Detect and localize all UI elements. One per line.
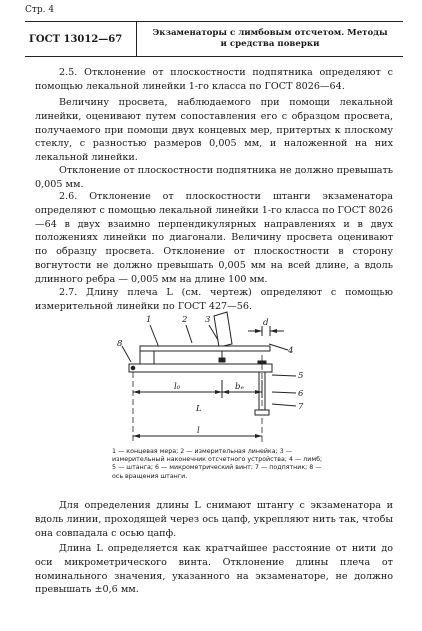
paragraph-2-7: 2.7. Длину плеча L (см. чертеж) определяют с помощью измерительной линейки по ГОСТ 427—56. bbox=[35, 287, 393, 312]
figure-caption: 1 — концевая мера; 2 — измерительная линейка; 3 — измерительный наконечник отсчетного устройства; 4 — лимб; 5 — штанга; 6 — микрометрический винт; 7 — подпятник; 8 — ось вращения штанги. bbox=[112, 448, 323, 480]
label-8: 8 bbox=[117, 339, 123, 349]
paragraph-length-method: Для определения длины L снимают штангу с экзаменатора и вдоль линии, проходящей через ось цапф, укрепляют нить так, чтобы она совпадала с осью цапф. bbox=[35, 500, 393, 539]
page-number: Стр. 4 bbox=[25, 5, 55, 15]
document-header bbox=[25, 21, 403, 57]
label-L: L bbox=[196, 404, 202, 414]
paragraph-length-definition: Длина L определяется как кратчайшее расстояние от нити до оси микрометрического винта. Отклонение длины плеча от номинального значения, указанного на экзаменаторе, не должно превышать ±0,6 мм. bbox=[35, 543, 393, 596]
label-3: 3 bbox=[205, 315, 211, 325]
label-l: l bbox=[197, 426, 200, 436]
label-l0: l₀ bbox=[174, 382, 181, 392]
title-line-1: Экзаменаторы с лимбовым отсчетом. Методы bbox=[152, 27, 388, 38]
label-1: 1 bbox=[146, 315, 152, 325]
label-4: 4 bbox=[288, 346, 294, 356]
title-line-2: и средства поверки bbox=[220, 39, 320, 49]
label-2: 2 bbox=[182, 315, 188, 325]
label-6: 6 bbox=[298, 389, 304, 399]
paragraph-gap-estimate: Величину просвета, наблюдаемого при помощи лекальной линейки, оценивают путем сопоставления его с образцом просвета, получаемого при помощи двух концевых мер, притертых к плоскому стеклу, с разностью размеров 0,005 мм, и наложенной на них лекальной линейки. bbox=[35, 97, 393, 164]
label-7: 7 bbox=[298, 402, 304, 412]
label-be: bₑ bbox=[235, 382, 244, 392]
paragraph-2-5: 2.5. Отклонение от плоскостности подпятника определяют с помощью лекальной линейки 1-го класса по ГОСТ 8026—64. bbox=[35, 67, 393, 92]
standard-code: ГОСТ 13012—67 bbox=[25, 22, 137, 56]
label-d: d bbox=[263, 318, 269, 328]
paragraph-flatness-limit: Отклонение от плоскостности подпятника не должно превышать 0,005 мм. bbox=[35, 165, 393, 190]
technical-drawing bbox=[0, 296, 422, 446]
label-5: 5 bbox=[298, 371, 304, 381]
paragraph-2-6: 2.6. Отклонение от плоскостности штанги экзаменатора определяют с помощью лекальной линейки 1-го класса по ГОСТ 8026—64 в двух взаимно перпендикулярных направлениях и в двух положениях линейки по диагонали. Величину просвета оценивают по образцу просвета. Отклонение от плоскостности в сторону вогнутости не должно превышать 0,005 мм на всей длине, а вдоль длинного ребра — 0,005 мм на длине 100 мм. bbox=[35, 191, 393, 285]
document-title bbox=[137, 22, 403, 56]
